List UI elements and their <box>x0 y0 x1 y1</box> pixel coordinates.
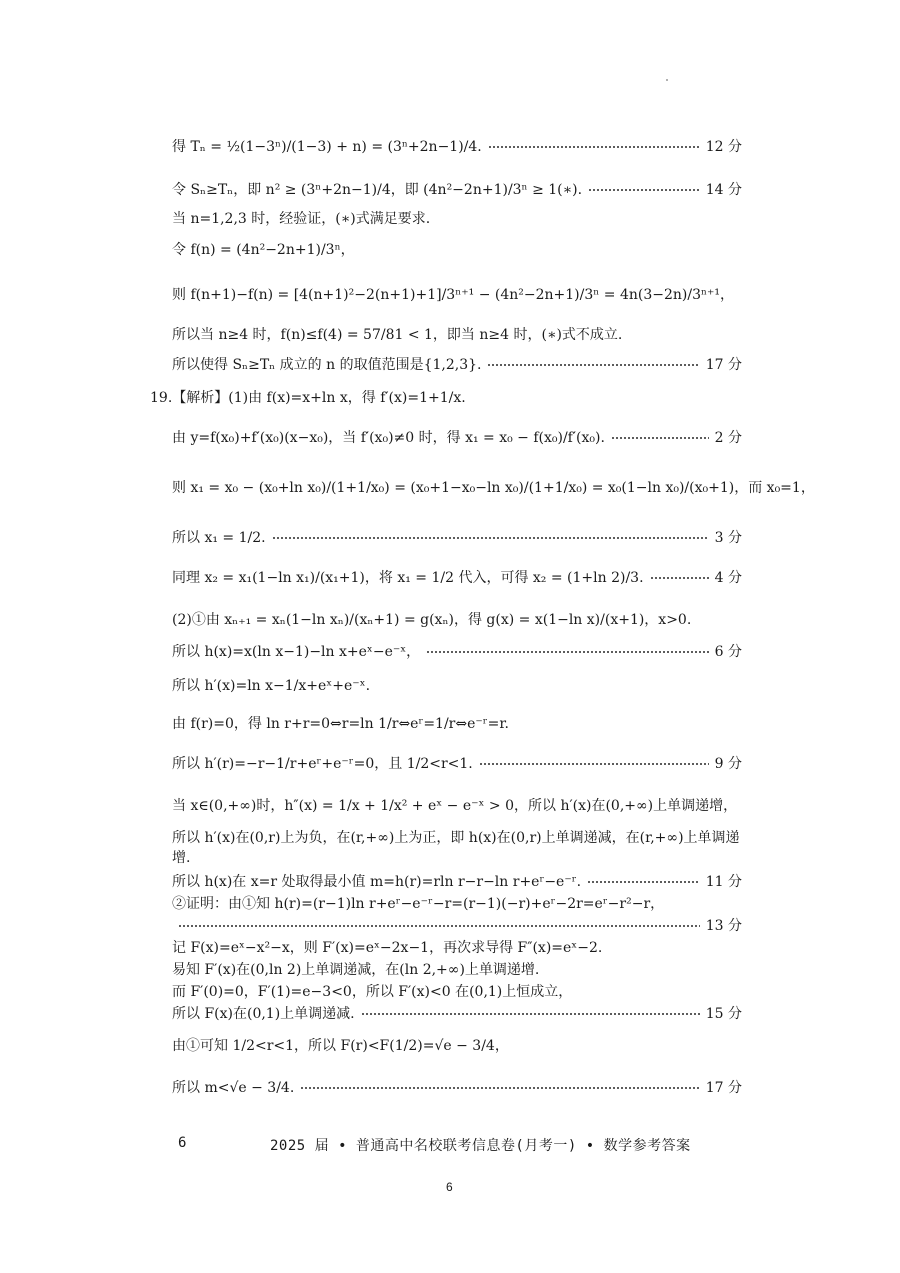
line-2-score: 14 分 <box>705 182 742 198</box>
leader-dots <box>479 763 709 765</box>
line-6-text: 所以当 n≥4 时，f(n)≤f(4) = 57/81 < 1，即当 n≥4 时，(∗)式不成立. <box>172 327 623 343</box>
line-5 <box>172 285 742 305</box>
leader-dots <box>426 651 708 653</box>
line-4 <box>172 240 742 260</box>
line-11 <box>172 528 742 548</box>
line-10 <box>172 478 815 498</box>
footer-title: 2025 届 • 普通高中名校联考信息卷(月考一) • 数学参考答案 <box>270 1138 691 1154</box>
line-12-score: 4 分 <box>714 570 742 586</box>
line-23 <box>172 938 742 958</box>
line-10-text: 则 x₁ = x₀ − (x₀+ln x₀)/(1+1/x₀) = (x₀+1−x₀−ln x₀)/(1+1/x₀) = x₀(1−ln x₀)/(x₀+1)，而 x₀=1， <box>172 480 815 496</box>
leader-dots <box>487 364 699 366</box>
line-8-text: 19.【解析】(1)由 f(x)=x+ln x，得 f′(x)=1+1/x. <box>150 390 466 406</box>
line-19-text: 所以 h′(x)在(0,r)上为负，在(r,+∞)上为正，即 h(x)在(0,r)上单调递减，在(r,+∞)上单调递增. <box>172 830 740 866</box>
leader-dots <box>650 577 709 579</box>
line-16 <box>172 714 742 734</box>
scan-speck <box>666 79 668 81</box>
line-26-text: 所以 F(x)在(0,1)上单调递减. <box>172 1006 355 1022</box>
footer-page-left: 6 <box>178 1135 187 1151</box>
line-12-text: 同理 x₂ = x₁(1−ln x₁)/(x₁+1)，将 x₁ = 1/2 代入，可得 x₂ = (1+ln 2)/3. <box>172 570 644 586</box>
line-11-score: 3 分 <box>714 530 742 546</box>
line-12 <box>172 568 742 588</box>
line-8 <box>150 388 742 408</box>
line-6 <box>172 325 742 345</box>
line-15 <box>172 676 742 696</box>
line-7-score: 17 分 <box>705 357 742 373</box>
line-2 <box>172 180 742 200</box>
line-17-text: 所以 h′(r)=−r−1/r+eʳ+e⁻ʳ=0，且 1/2<r<1. <box>172 756 473 772</box>
page-number: 6 <box>446 1180 453 1194</box>
line-1-score: 12 分 <box>705 139 742 155</box>
line-3-text: 当 n=1,2,3 时，经验证，(∗)式满足要求. <box>172 211 431 227</box>
line-16-text: 由 f(r)=0，得 ln r+r=0⇔r=ln 1/r⇔eʳ=1/r⇔e⁻ʳ=r. <box>172 716 509 732</box>
line-1-text: 得 Tₙ = ½(1−3ⁿ)/(1−3) + n) = (3ⁿ+2n−1)/4. <box>172 139 482 155</box>
line-26-score: 15 分 <box>705 1006 742 1022</box>
line-27-text: 由①可知 1/2<r<1，所以 F(r)<F(1/2)=√e − 3/4， <box>172 1038 509 1054</box>
line-25 <box>172 982 742 1002</box>
leader-dots <box>272 537 709 539</box>
line-3 <box>172 209 742 229</box>
line-20-text: 所以 h(x)在 x=r 处取得最小值 m=h(r)=rln r−r−ln r+eʳ−e⁻ʳ. <box>172 874 582 890</box>
line-17 <box>172 754 742 774</box>
line-18-text: 当 x∈(0,+∞)时，h″(x) = 1/x + 1/x² + eˣ − e⁻ˣ > 0，所以 h′(x)在(0,+∞)上单调递增， <box>172 798 738 814</box>
line-23-text: 记 F(x)=eˣ−x²−x，则 F′(x)=eˣ−2x−1，再次求导得 F″(x)=eˣ−2. <box>172 940 603 956</box>
leader-dots <box>488 146 700 148</box>
line-14-score: 6 分 <box>714 644 742 660</box>
line-28 <box>172 1078 742 1098</box>
line-21-text: ②证明：由①知 h(r)=(r−1)ln r+eʳ−e⁻ʳ−r=(r−1)(−r)+eʳ−2r=eʳ−r²−r， <box>172 896 665 912</box>
line-11-text: 所以 x₁ = 1/2. <box>172 530 266 546</box>
line-25-text: 而 F′(0)=0，F′(1)=e−3<0，所以 F′(x)<0 在(0,1)上恒成立， <box>172 984 573 1000</box>
line-18 <box>172 796 742 816</box>
line-7 <box>172 355 742 375</box>
line-20-score: 11 分 <box>705 874 742 890</box>
line-13-text: (2)①由 xₙ₊₁ = xₙ(1−ln xₙ)/(xₙ+1) = g(xₙ)，得 g(x) = x(1−ln x)/(x+1)，x>0. <box>172 612 692 628</box>
line-5-text: 则 f(n+1)−f(n) = [4(n+1)²−2(n+1)+1]/3ⁿ⁺¹ − (4n²−2n+1)/3ⁿ = 4n(3−2n)/3ⁿ⁺¹， <box>172 287 735 303</box>
leader-dots <box>587 881 700 883</box>
line-28-text: 所以 m<√e − 3/4. <box>172 1080 295 1096</box>
line-24 <box>172 960 742 980</box>
line-9 <box>172 428 742 448</box>
line-28-score: 17 分 <box>705 1080 742 1096</box>
line-9-score: 2 分 <box>714 430 742 446</box>
leader-dots <box>178 925 700 927</box>
line-4-text: 令 f(n) = (4n²−2n+1)/3ⁿ， <box>172 242 355 258</box>
line-15-text: 所以 h′(x)=ln x−1/x+eˣ+e⁻ˣ. <box>172 678 371 694</box>
line-13 <box>172 610 742 630</box>
line-20 <box>172 872 742 892</box>
line-1 <box>172 137 742 157</box>
line-21 <box>172 894 742 914</box>
line-14-text: 所以 h(x)=x(ln x−1)−ln x+eˣ−e⁻ˣ， <box>172 644 421 660</box>
leader-dots <box>611 437 709 439</box>
line-7-text: 所以使得 Sₙ≥Tₙ 成立的 n 的取值范围是{1,2,3}. <box>172 357 482 373</box>
line-27 <box>172 1036 742 1056</box>
line-2-text: 令 Sₙ≥Tₙ，即 n² ≥ (3ⁿ+2n−1)/4，即 (4n²−2n+1)/3ⁿ ≥ 1(∗). <box>172 182 583 198</box>
line-24-text: 易知 F′(x)在(0,ln 2)上单调递减，在(ln 2,+∞)上单调递增. <box>172 962 540 978</box>
line-19 <box>172 828 742 868</box>
line-22 <box>172 916 742 936</box>
line-22-score: 13 分 <box>705 918 742 934</box>
line-17-score: 9 分 <box>714 756 742 772</box>
leader-dots <box>361 1013 700 1015</box>
leader-dots <box>300 1087 699 1089</box>
leader-dots <box>588 189 700 191</box>
line-14 <box>172 642 742 662</box>
line-9-text: 由 y=f(x₀)+f′(x₀)(x−x₀)，当 f′(x₀)≠0 时，得 x₁ = x₀ − f(x₀)/f′(x₀). <box>172 430 605 446</box>
line-26 <box>172 1004 742 1024</box>
